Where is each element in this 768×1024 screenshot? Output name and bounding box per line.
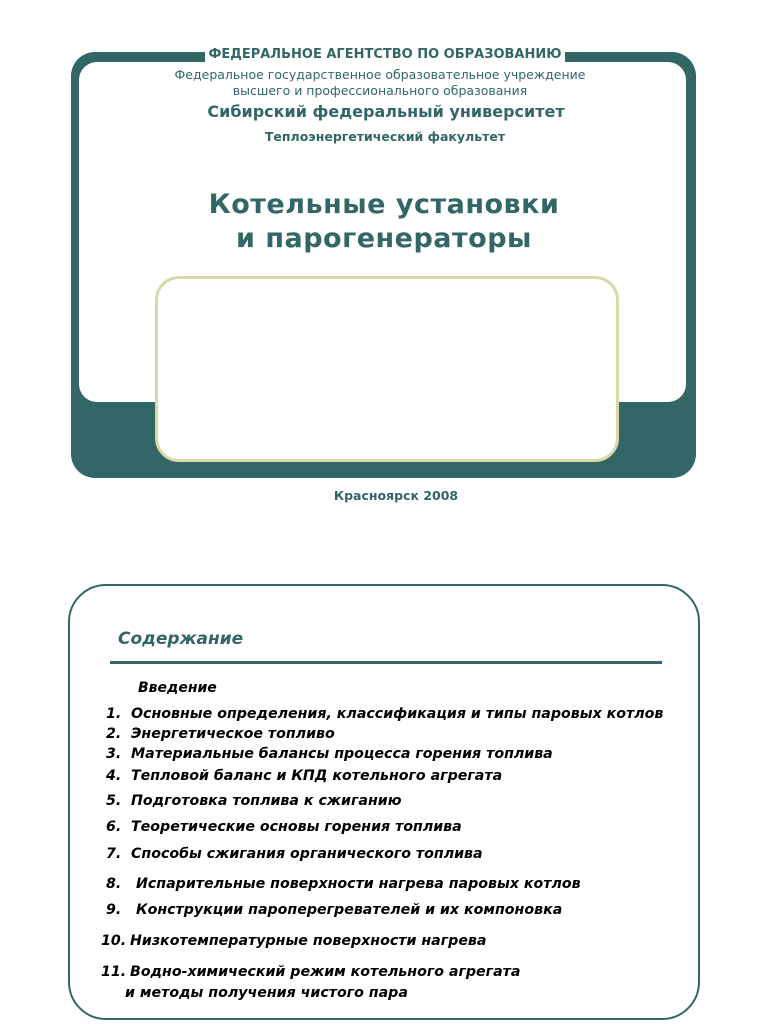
title-line-1: Котельные установки: [208, 189, 560, 220]
title-line-2: и парогенераторы: [236, 223, 532, 254]
toc-item-number: 10.: [101, 933, 127, 949]
toc-item: [106, 875, 581, 894]
toc-item-text: Низкотемпературные поверхности нагрева: [130, 933, 487, 949]
toc-item-text: Водно-химический режим котельного агрегата: [130, 964, 521, 980]
university-name: Сибирский федеральный университет: [207, 102, 565, 121]
toc-item-number: 6.: [106, 819, 122, 835]
toc-item-number: 8.: [106, 876, 122, 892]
toc-intro: Введение: [138, 680, 217, 696]
toc-item-text: Подготовка топлива к сжиганию: [131, 793, 402, 809]
toc-divider: [110, 661, 662, 664]
image-placeholder-box: [155, 276, 619, 462]
toc-item-text: Тепловой баланс и КПД котельного агрегата: [131, 768, 503, 784]
toc-item-text: Основные определения, классификация и типы паровых котлов: [131, 706, 664, 722]
document-title: [120, 188, 648, 256]
toc-item: [101, 963, 520, 982]
toc-item: [106, 725, 335, 744]
institution-text: [150, 67, 610, 99]
toc-item-text: Конструкции пароперегревателей и их компоновка: [136, 902, 563, 918]
toc-item-number: 11.: [101, 964, 127, 980]
toc-item-text: Испарительные поверхности нагрева паровых котлов: [136, 876, 581, 892]
toc-item-text: Материальные балансы процесса горения топлива: [131, 746, 553, 762]
toc-heading: Содержание: [118, 629, 244, 649]
agency-heading: ФЕДЕРАЛЬНОЕ АГЕНТСТВО ПО ОБРАЗОВАНИЮ: [205, 46, 565, 63]
toc-item: [106, 845, 483, 864]
toc-item-number: 4.: [106, 768, 122, 784]
toc-item-number: 7.: [106, 846, 122, 862]
toc-item-number: 2.: [106, 726, 122, 742]
institution-line-2: высшего и профессионального образования: [232, 83, 528, 98]
toc-item: [106, 745, 553, 764]
institution-line-1: Федеральное государственное образовательное учреждение: [174, 67, 586, 82]
toc-item-number: 1.: [106, 706, 122, 722]
faculty-name: Теплоэнергетический факультет: [264, 129, 506, 144]
toc-item: [106, 818, 462, 837]
toc-item-number: 3.: [106, 746, 122, 762]
toc-item-text: Способы сжигания органического топлива: [131, 846, 483, 862]
toc-item: [106, 901, 562, 920]
city-year: Красноярск 2008: [333, 488, 459, 503]
toc-item-continuation: и методы получения чистого пара: [125, 985, 408, 1001]
toc-item: [106, 705, 663, 724]
toc-item: [106, 792, 401, 811]
toc-item-text: Энергетическое топливо: [131, 726, 335, 742]
toc-item-number: 5.: [106, 793, 122, 809]
toc-item: [106, 767, 502, 786]
toc-item-text: Теоретические основы горения топлива: [131, 819, 462, 835]
toc-item-number: 9.: [106, 902, 122, 918]
toc-item: [101, 932, 487, 951]
